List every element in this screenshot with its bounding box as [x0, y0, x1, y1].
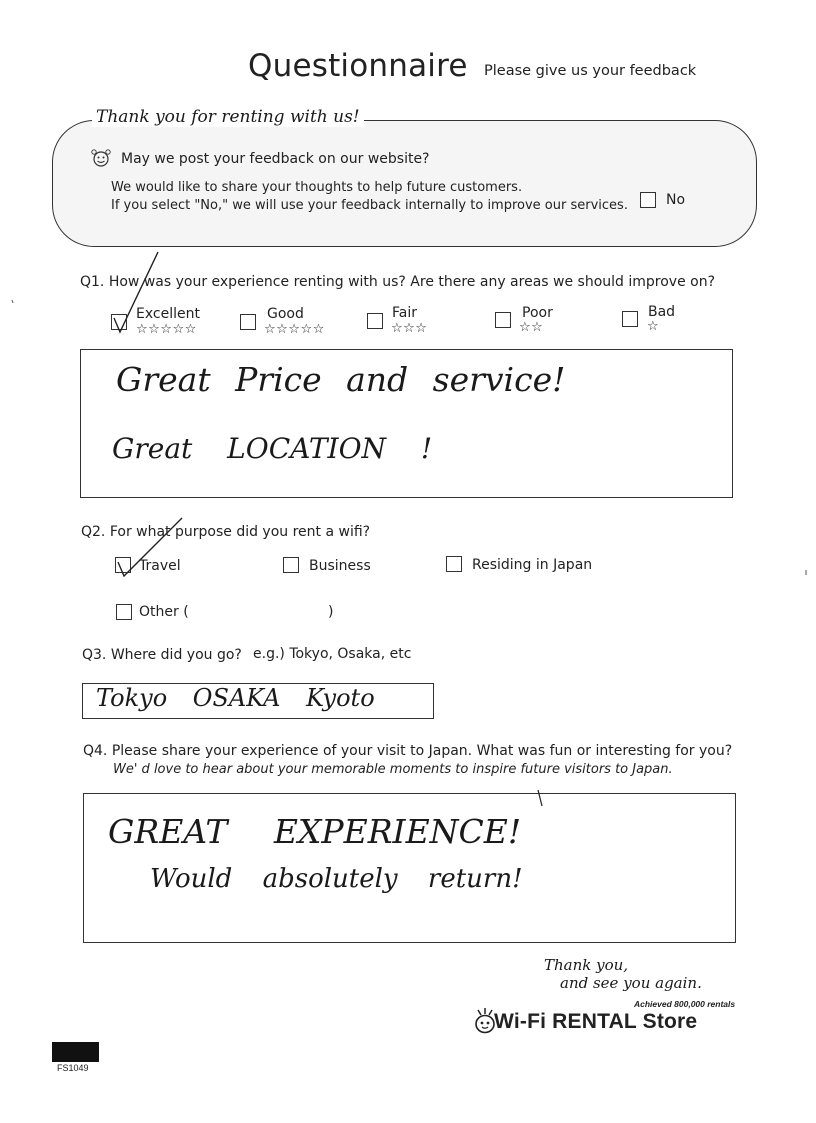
good-label: Good [267, 306, 304, 322]
no-label: No [666, 192, 686, 208]
logo-wordmark: Wi-Fi RENTAL Store [494, 1010, 698, 1033]
q2-check-mark [118, 518, 182, 576]
post-feedback-question: May we post your feedback on our website? [121, 151, 430, 167]
q3-question: Q3. Where did you go? [82, 647, 242, 663]
pen-stroke [538, 790, 542, 806]
mascot-icon [474, 1008, 496, 1034]
excellent-stars: ☆☆☆☆☆ [136, 322, 197, 337]
q1-answer-line-1: Great Price and service! [116, 360, 566, 399]
q3-answer: Tokyo OSAKA Kyoto [96, 684, 375, 712]
logo-tagline: Achieved 800,000 rentals [634, 999, 736, 1009]
intro-line-1: We would like to share your thoughts to help future customers. [111, 180, 523, 195]
q1-check-mark [114, 252, 158, 332]
fair-stars: ☆☆☆ [391, 321, 428, 336]
page-subtitle: Please give us your feedback [484, 63, 697, 79]
q4-answer-line-1: GREAT EXPERIENCE! [108, 812, 522, 851]
other-label: Other ( [139, 604, 189, 620]
redaction-block [52, 1042, 99, 1062]
footer-handwritten-see-you: and see you again. [560, 974, 702, 992]
travel-label: Travel [139, 558, 181, 574]
scan-speck [12, 300, 13, 303]
residing-label: Residing in Japan [472, 557, 593, 573]
poor-label: Poor [522, 305, 553, 321]
q4-question: Q4. Please share your experience of your visit to Japan. What was fun or interesting for you? [83, 743, 733, 759]
bad-stars: ☆ [647, 319, 660, 334]
excellent-label: Excellent [136, 306, 200, 322]
q1-question: Q1. How was your experience renting with us? Are there any areas we should improve on? [80, 274, 716, 290]
q4-subtext: We' d love to hear about your memorable moments to inspire future visitors to Japan. [113, 762, 673, 777]
fair-label: Fair [392, 305, 417, 321]
bad-label: Bad [648, 304, 676, 320]
business-label: Business [309, 558, 371, 574]
form-code: FS1049 [57, 1063, 89, 1073]
poor-stars: ☆☆ [519, 320, 544, 335]
q1-answer-line-2: Great LOCATION ! [112, 432, 433, 465]
page-title: Questionnaire [248, 48, 468, 84]
q2-question: Q2. For what purpose did you rent a wifi? [81, 524, 371, 540]
q3-example: e.g.) Tokyo, Osaka, etc [253, 646, 412, 662]
intro-line-2: If you select "No," we will use your feedback internally to improve our services. [111, 198, 628, 213]
q4-answer-line-2: Would absolutely return! [150, 864, 523, 894]
footer-handwritten-thanks: Thank you, [544, 956, 629, 974]
good-stars: ☆☆☆☆☆ [264, 322, 325, 337]
other-close-paren: ) [328, 604, 334, 620]
handwritten-thanks: Thank you for renting with us! [92, 107, 364, 127]
